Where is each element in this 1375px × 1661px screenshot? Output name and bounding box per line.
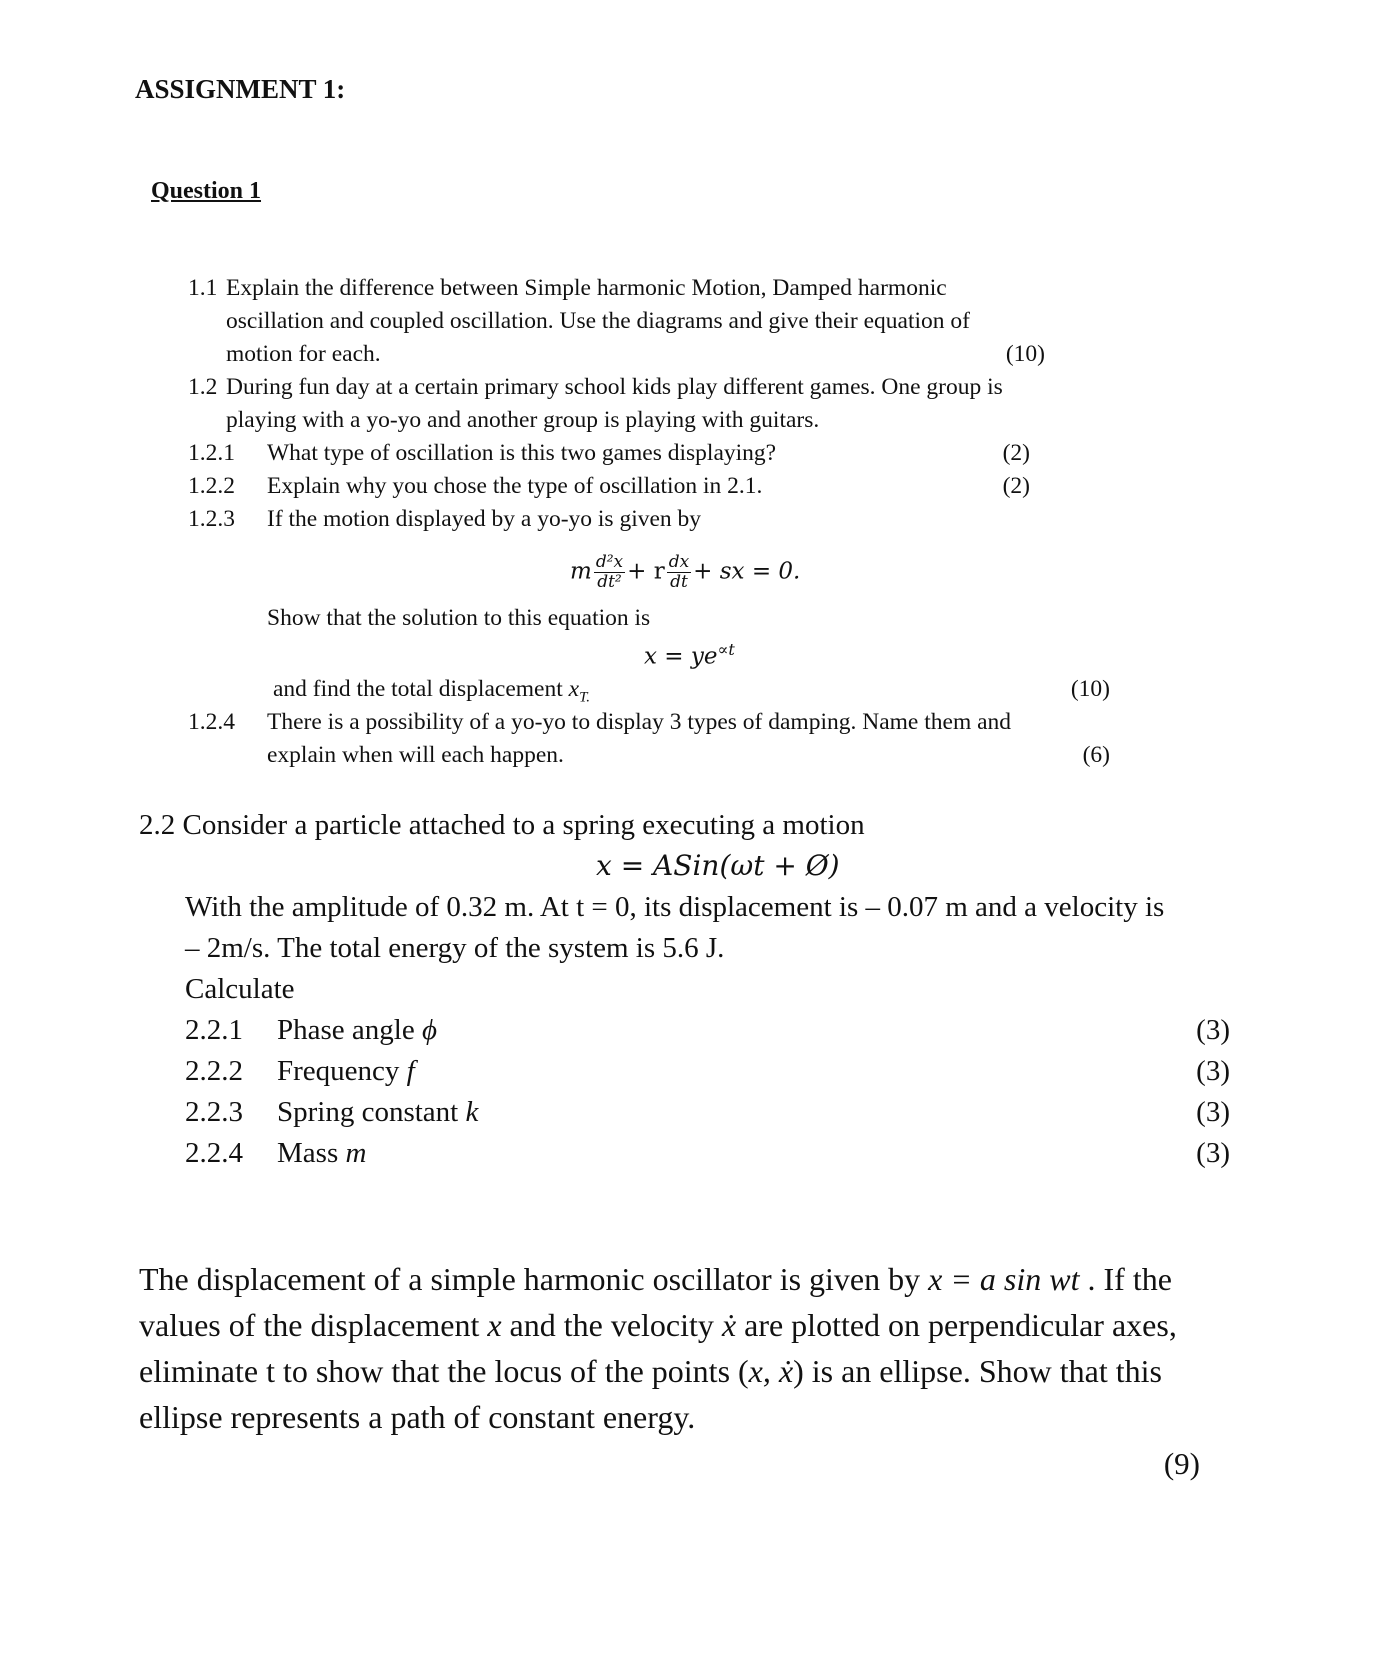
assignment-heading: ASSIGNMENT 1: bbox=[135, 74, 346, 104]
q3-velocity-symbol: ẋ bbox=[721, 1307, 737, 1343]
q1-2-line1: During fun day at a certain primary school kids play different games. One group is bbox=[226, 374, 1003, 400]
find-text: and find the total displacement bbox=[273, 676, 563, 702]
q2-2-1-number: 2.2.1 bbox=[185, 1014, 243, 1046]
phase-angle-symbol: ϕ bbox=[421, 1014, 437, 1046]
q3-point-pair: x, ẋ bbox=[748, 1353, 794, 1389]
q2-2-2-marks: (3) bbox=[1196, 1055, 1230, 1087]
q1-2-1-number: 1.2.1 bbox=[188, 440, 235, 466]
q1-2-4-line1: There is a possibility of a yo-yo to display 3 types of damping. Name them and bbox=[267, 709, 1012, 735]
solution-exponent: ∝t bbox=[717, 640, 735, 659]
q2-2-line2: – 2m/s. The total energy of the system is 5.6 J. bbox=[185, 932, 725, 964]
q1-2-2-number: 1.2.2 bbox=[188, 473, 235, 499]
q1-2-3-marks: (10) bbox=[1070, 676, 1110, 702]
spring-constant-symbol: k bbox=[465, 1096, 479, 1128]
q2-2-1-text bbox=[277, 1010, 437, 1050]
q2-2-equation: x = ASin(ωt + Ø) bbox=[596, 849, 840, 882]
frac1-numerator: d²x bbox=[595, 552, 624, 572]
eq-plus-r: + r bbox=[627, 558, 665, 585]
q3-line1 bbox=[139, 1257, 1172, 1302]
q3-line3-text-b: ) is an ellipse. Show that this bbox=[793, 1353, 1162, 1389]
frac2-numerator: dx bbox=[668, 552, 690, 572]
spring-constant-label: Spring constant bbox=[277, 1096, 459, 1128]
q2-2-3-number: 2.2.3 bbox=[185, 1096, 243, 1128]
q2-2-intro: 2.2 Consider a particle attached to a spring executing a motion bbox=[139, 809, 865, 841]
solution-base: x = ye bbox=[644, 643, 718, 670]
q3-marks: (9) bbox=[1163, 1446, 1200, 1481]
q3-line4: ellipse represents a path of constant energy. bbox=[139, 1399, 696, 1435]
q1-2-4-number: 1.2.4 bbox=[188, 709, 235, 735]
q1-2-number: 1.2 bbox=[188, 374, 218, 400]
q3-line1-tail: . If the bbox=[1087, 1261, 1172, 1297]
q2-2-2-number: 2.2.2 bbox=[185, 1055, 243, 1087]
second-derivative-fraction bbox=[594, 553, 625, 592]
frac1-denominator: dt² bbox=[597, 572, 622, 592]
q1-1-number: 1.1 bbox=[188, 275, 218, 301]
q3-line2 bbox=[139, 1303, 1177, 1348]
q3-line3-text-a: eliminate t to show that the locus of the points ( bbox=[139, 1353, 749, 1389]
q3-displacement-symbol: x bbox=[487, 1307, 502, 1343]
q1-1-line3: motion for each. bbox=[226, 341, 381, 367]
frequency-symbol: f bbox=[406, 1055, 415, 1087]
q3-line2-text-a: values of the displacement bbox=[139, 1307, 480, 1343]
q2-2-4-number: 2.2.4 bbox=[185, 1137, 243, 1169]
q2-2-calculate: Calculate bbox=[185, 973, 295, 1005]
first-derivative-fraction bbox=[667, 553, 691, 592]
q3-line2-text-c: are plotted on perpendicular axes, bbox=[744, 1307, 1177, 1343]
q2-2-line1: With the amplitude of 0.32 m. At t = 0, its displacement is – 0.07 m and a velocity is bbox=[185, 891, 1165, 923]
mass-label: Mass bbox=[277, 1137, 339, 1169]
differential-equation bbox=[570, 553, 800, 592]
frequency-label: Frequency bbox=[277, 1055, 400, 1087]
q3-line1-text: The displacement of a simple harmonic oscillator is given by bbox=[139, 1261, 921, 1297]
q1-2-2-text: Explain why you chose the type of oscillation in 2.1. bbox=[267, 473, 763, 499]
q2-2-1-marks: (3) bbox=[1196, 1014, 1230, 1046]
find-variable: x bbox=[568, 676, 580, 702]
eq-mass-symbol: m bbox=[570, 558, 592, 585]
q3-line2-text-b: and the velocity bbox=[509, 1307, 714, 1343]
q1-2-1-marks: (2) bbox=[1002, 440, 1030, 466]
question-title: Question 1 bbox=[151, 178, 262, 204]
phase-angle-label: Phase angle bbox=[277, 1014, 415, 1046]
q3-equation: x = a sin wt bbox=[928, 1261, 1080, 1297]
q1-2-2-marks: (2) bbox=[1002, 473, 1030, 499]
find-subscript: T. bbox=[579, 689, 591, 706]
q2-2-4-text bbox=[277, 1133, 366, 1173]
q2-2-2-text bbox=[277, 1051, 415, 1091]
mass-symbol: m bbox=[345, 1137, 367, 1169]
q1-2-1-text: What type of oscillation is this two games displaying? bbox=[267, 440, 777, 466]
q1-1-marks: (10) bbox=[1005, 341, 1045, 367]
solution-equation bbox=[644, 640, 735, 670]
q1-2-4-line2: explain when will each happen. bbox=[267, 742, 564, 768]
q1-1-line1: Explain the difference between Simple harmonic Motion, Damped harmonic bbox=[226, 275, 947, 301]
q1-2-4-marks: (6) bbox=[1082, 742, 1110, 768]
q2-2-3-text bbox=[277, 1092, 478, 1132]
frac2-denominator: dt bbox=[670, 572, 688, 592]
q3-line3 bbox=[139, 1349, 1162, 1394]
q2-2-3-marks: (3) bbox=[1196, 1096, 1230, 1128]
q1-2-3-text: If the motion displayed by a yo-yo is given by bbox=[267, 506, 702, 532]
q1-1-line2: oscillation and coupled oscillation. Use the diagrams and give their equation of bbox=[226, 308, 970, 334]
q1-2-3-show-text: Show that the solution to this equation is bbox=[267, 605, 651, 631]
q1-2-line2: playing with a yo-yo and another group is playing with guitars. bbox=[226, 407, 820, 433]
q1-2-3-number: 1.2.3 bbox=[188, 506, 235, 532]
q2-2-4-marks: (3) bbox=[1196, 1137, 1230, 1169]
eq-tail: + sx = 0. bbox=[693, 558, 801, 585]
